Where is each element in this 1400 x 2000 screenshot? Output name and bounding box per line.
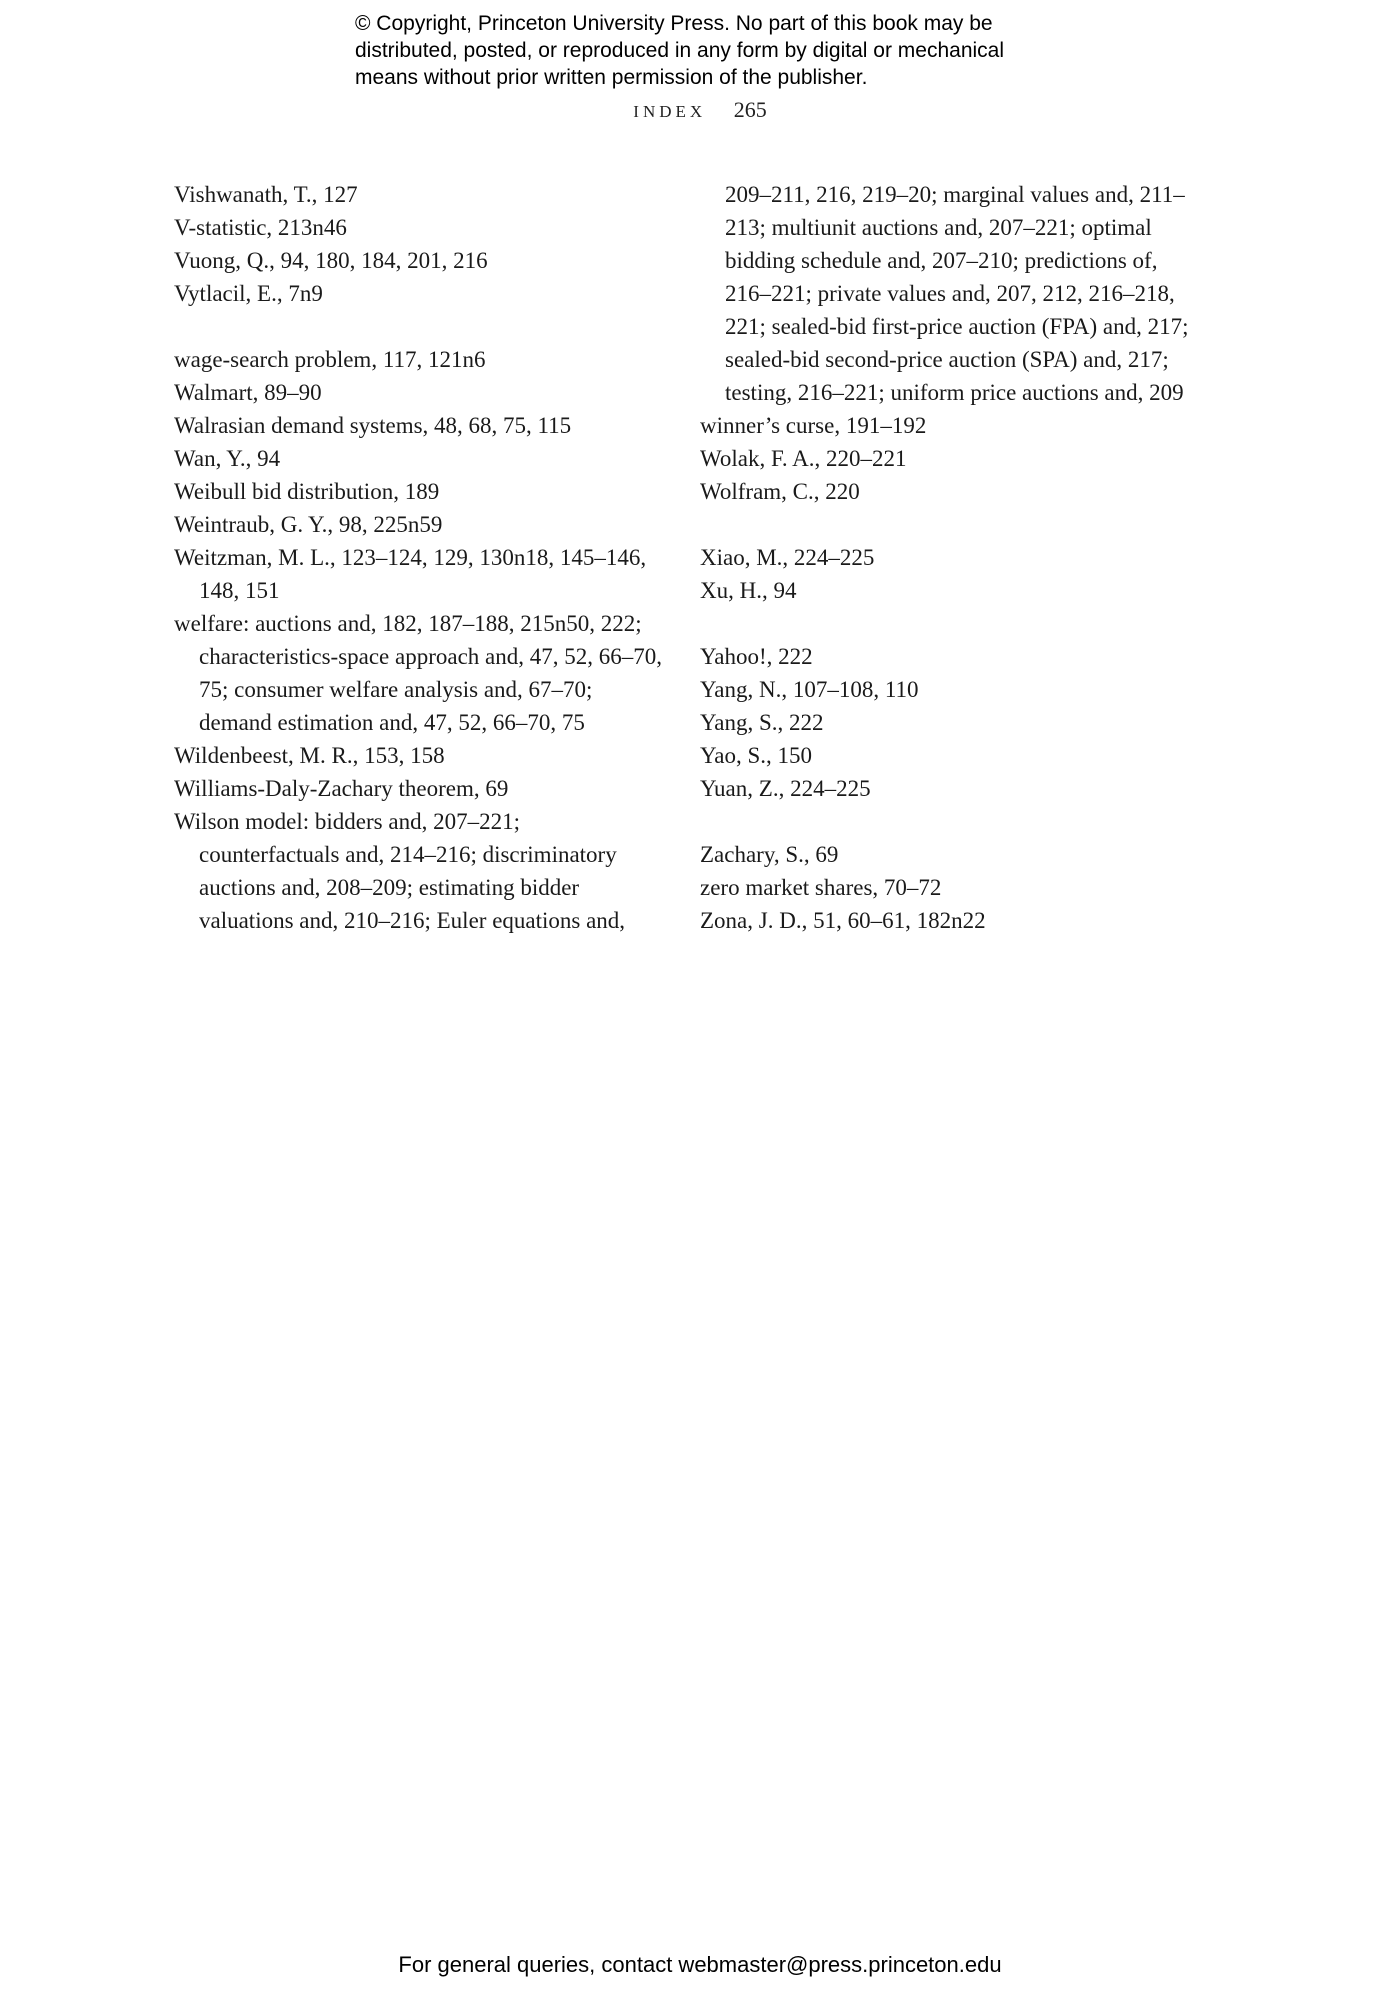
index-entry: Vytlacil, E., 7n9 [174, 281, 323, 306]
letter-group-spacer [174, 310, 664, 343]
letter-group-spacer [700, 508, 1190, 541]
index-entry: Wolfram, C., 220 [700, 479, 860, 504]
index-entry: Vishwanath, T., 127 [174, 182, 358, 207]
index-entry: Yao, S., 150 [700, 743, 813, 768]
running-head [0, 97, 1400, 124]
index-entry-continuation: 209–211, 216, 219–20; marginal values and, 211–213; multiunit auctions and, 207–221; optimal bidding schedule and, 207–210; predictions of, 216–221; private values and, 207, 212, 216–218, 221; sealed-bid first-price auction (FPA) and, 217; sealed-bid second-price auction (SPA) and, 217; testing, 216–221; uniform price auctions and, 209 [725, 182, 1189, 405]
copyright-notice [355, 10, 1075, 91]
footer-contact: For general queries, contact webmaster@press.princeton.edu [398, 1952, 1002, 1977]
copyright-line: © Copyright, Princeton University Press. No part of this book may be [355, 12, 993, 35]
index-entry: V-statistic, 213n46 [174, 215, 347, 240]
index-entry: Zona, J. D., 51, 60–61, 182n22 [700, 908, 986, 933]
copyright-line: means without prior written permission of the publisher. [355, 66, 868, 89]
index-entry: Weintraub, G. Y., 98, 225n59 [174, 512, 443, 537]
index-entry: Xu, H., 94 [700, 578, 797, 603]
index-column-left [174, 178, 664, 937]
index-entry: Wan, Y., 94 [174, 446, 281, 471]
index-entry: winner’s curse, 191–192 [700, 413, 927, 438]
index-entry: Yahoo!, 222 [700, 644, 813, 669]
index-entry: Walmart, 89–90 [174, 380, 322, 405]
index-entry: Weibull bid distribution, 189 [174, 479, 440, 504]
index-entry: Xiao, M., 224–225 [700, 545, 875, 570]
letter-group-spacer [700, 805, 1190, 838]
index-entry: Wolak, F. A., 220–221 [700, 446, 907, 471]
index-entry: Walrasian demand systems, 48, 68, 75, 115 [174, 413, 572, 438]
index-entry: wage-search problem, 117, 121n6 [174, 347, 486, 372]
page-number: 265 [733, 97, 767, 122]
running-head-label: index [633, 97, 707, 123]
index-entry: Yang, S., 222 [700, 710, 824, 735]
index-entry: Zachary, S., 69 [700, 842, 839, 867]
letter-group-spacer [700, 607, 1190, 640]
index-entry: Yang, N., 107–108, 110 [700, 677, 919, 702]
index-entry: Wilson model: bidders and, 207–221; counterfactuals and, 214–216; discriminatory auctions and, 208–209; estimating bidder valuations and, 210–216; Euler equations and, [174, 809, 626, 933]
index-entry: Williams-Daly-Zachary theorem, 69 [174, 776, 509, 801]
copyright-line: distributed, posted, or reproduced in any form by digital or mechanical [355, 39, 1005, 62]
index-entry: Weitzman, M. L., 123–124, 129, 130n18, 145–146, 148, 151 [174, 545, 647, 603]
index-entry: welfare: auctions and, 182, 187–188, 215n50, 222; characteristics-space approach and, 47, 52, 66–70, 75; consumer welfare analysis and, 67–70; demand estimation and, 47, 52, 66–70, 75 [174, 611, 663, 735]
index-column-right [700, 178, 1190, 937]
index-entry: Wildenbeest, M. R., 153, 158 [174, 743, 445, 768]
index-entry: Yuan, Z., 224–225 [700, 776, 871, 801]
index-entry: Vuong, Q., 94, 180, 184, 201, 216 [174, 248, 488, 273]
index-entry: zero market shares, 70–72 [700, 875, 942, 900]
